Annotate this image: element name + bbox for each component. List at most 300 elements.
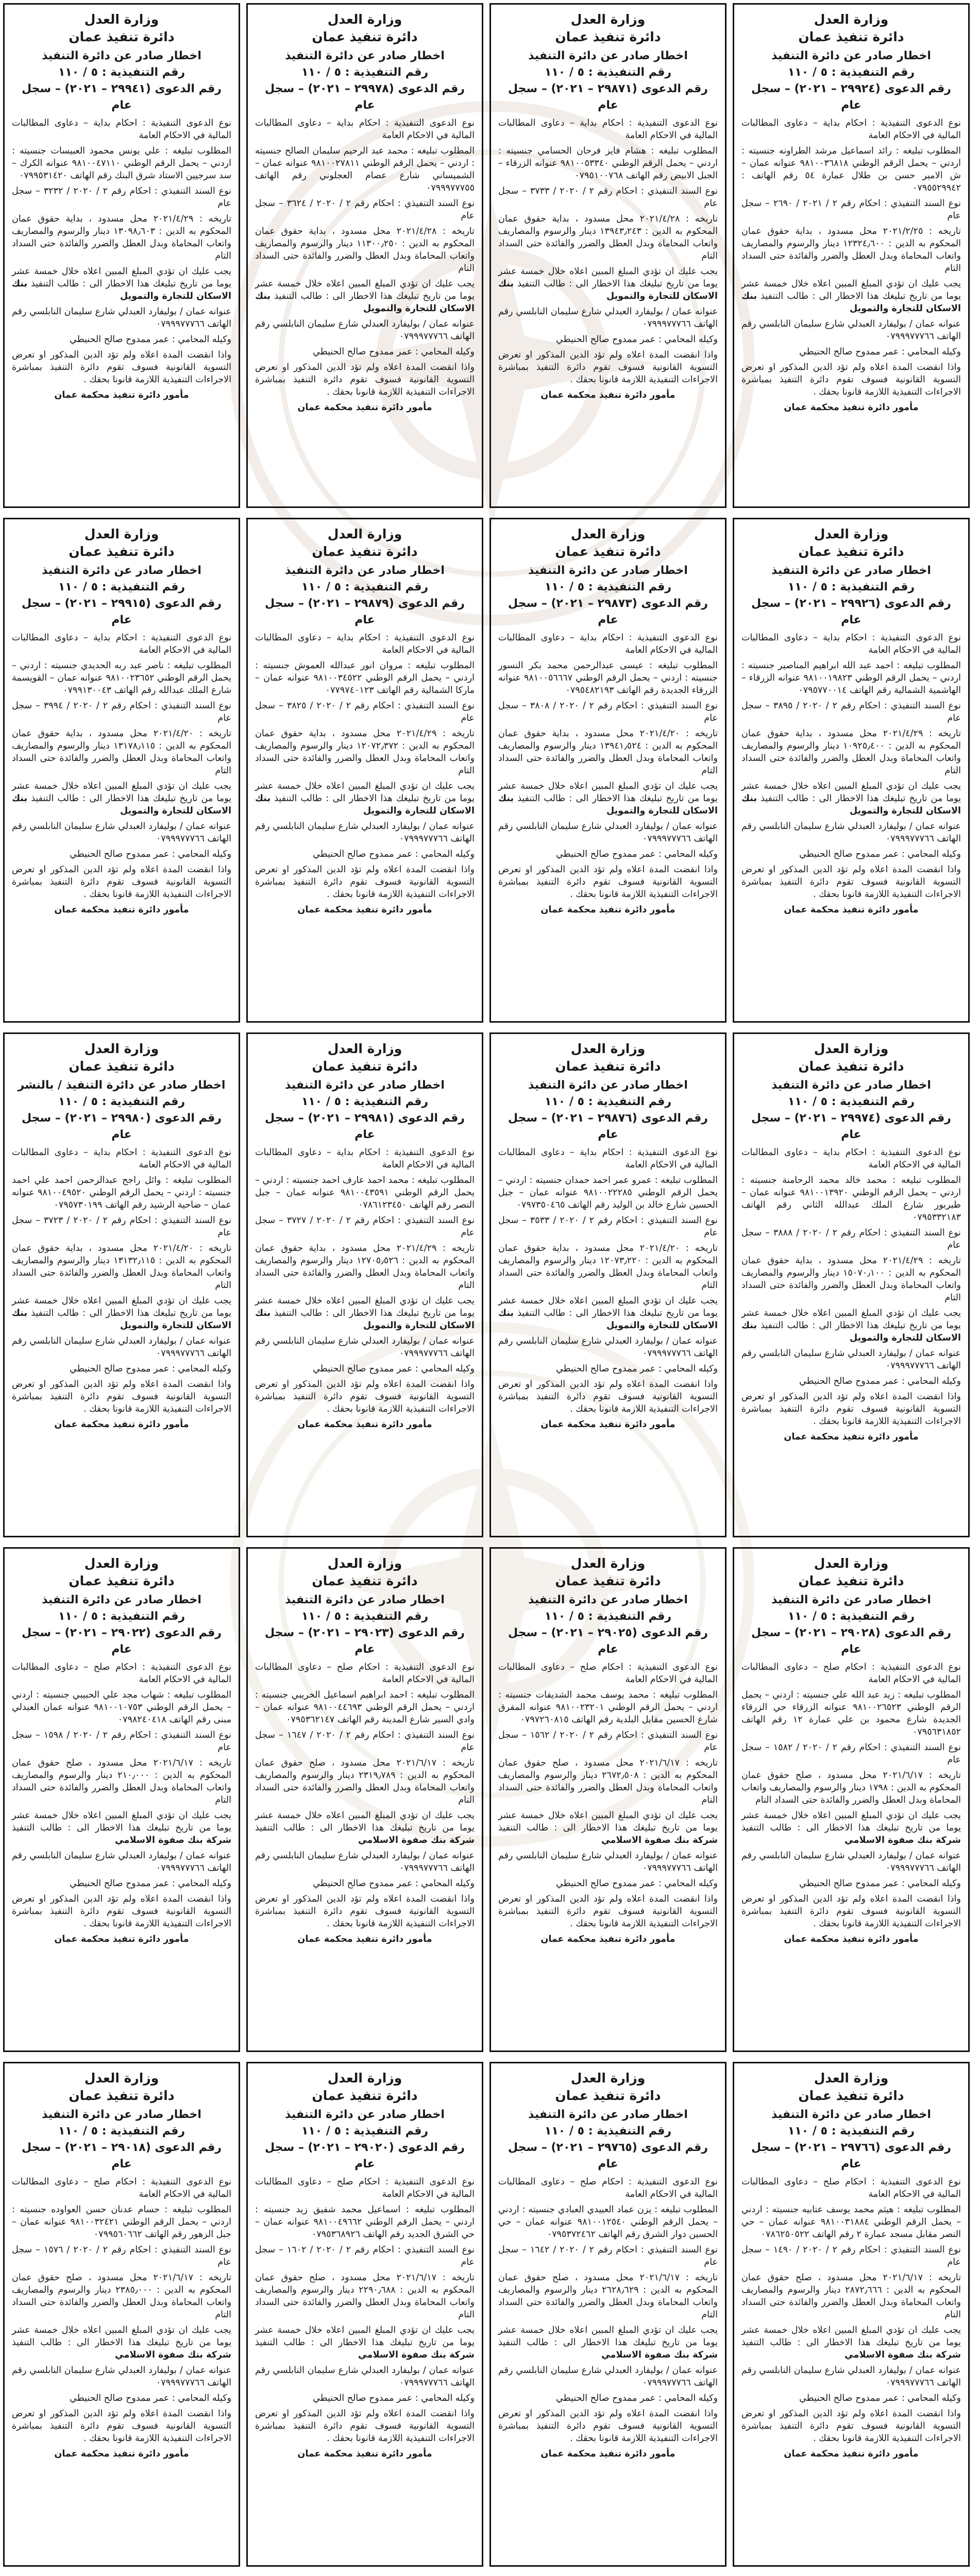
signature-line: مأمور دائرة تنفيذ محكمة عمان — [297, 402, 432, 413]
case-number: رقم الدعوى (٢٩٠٢٨ – ٢٠٢١) – سجل عام — [751, 1626, 951, 1656]
case-type: نوع الدعوى التنفيذية : احكام صلح – دعاوى المطالبات المالية في الاحكام العامة — [498, 2177, 718, 2199]
creditor-name: بنك الاسكان للتجارة والتمويل — [498, 279, 718, 301]
debtor-info: المطلوب تبليغه : يزن عماد العبيدي العبادي جنسيته : اردني – يحمل الرقم الوطني ٩٨١٠٠١٢٥٤٠ عنوانه عمان – حي الحسين دوار الشرق رقم الهاتف ٠٧٩٥٣٧٢٤٦٢ — [498, 2205, 718, 2240]
lawyer-name: وكيله المحامي : عمر ممدوح صالح الحنيطي — [70, 1364, 231, 1374]
closing-text: واذا انقضت المدة اعلاه ولم تؤد الدين المذكور او تعرض التسوية القانونية فسوف تقوم دائرة التنفيذ بمباشرة الاجراءات التنفيذية اللازمة قانونا بحقك . — [741, 865, 961, 900]
execution-ref: رقم التنفيذية : ٥ / ١١٠ — [58, 1095, 185, 1108]
closing-text: واذا انقضت المدة اعلاه ولم تؤد الدين المذكور او تعرض التسوية القانونية فسوف تقوم دائرة التنفيذ بمباشرة الاجراءات التنفيذية اللازمة قانونا بحقك . — [255, 2409, 475, 2444]
lawyer-name: وكيله المحامي : عمر ممدوح صالح الحنيطي — [556, 334, 718, 345]
creditor-name: بنك الاسكان للتجارة والتمويل — [255, 291, 475, 314]
payment-warning: يجب عليك ان تؤدي المبلغ المبين اعلاه خلال خمسة عشر يوما من تاريخ تبليغك هذا الاخطار الى : طالب التنفيذ شركة بنك صفوة الاسلامي — [498, 1810, 718, 1845]
court-notice — [3, 2062, 240, 2567]
signature-line: مأمور دائرة تنفيذ محكمة عمان — [540, 1934, 675, 1944]
ministry-name: وزارة العدل — [570, 2071, 646, 2086]
closing-text: واذا انقضت المدة اعلاه ولم تؤد الدين المذكور او تعرض التسوية القانونية فسوف تقوم دائرة التنفيذ بمباشرة الاجراءات التنفيذية اللازمة قانونا بحقك . — [12, 2409, 231, 2444]
court-notice — [733, 1032, 970, 1537]
case-number: رقم الدعوى (٢٩٠٢٠ – ٢٠٢١) – سجل عام — [265, 2141, 465, 2171]
debtor-info: المطلوب تبليغه : هيثم محمد يوسف عتابيه جنسيته : اردني – يحمل الرقم الوطني ٩٨١٠٠٣١٨٨٤ عنوانه عمان – حي النصر مقابل مسجد عمارة ٢ رقم الهاتف ٠٧٨٦٢٥٠٥٢٢ — [741, 2205, 961, 2240]
debtor-info: المطلوب تبليغه : زيد عبد الله علي جنسيته : اردني – يحمل الرقم الوطني ٩٨١٠٠٢٦٥٢٣ عنوانه الزرقاء حي الزرقاء الجديدة شارع محمود بن علي عمارة ١٢ رقم الهاتف ٠٧٩٥٦٣١٨٥٢ — [741, 1690, 961, 1737]
notice-title: اخطار صادر عن دائرة التنفيذ — [771, 1079, 931, 1092]
signature-line: مأمور دائرة تنفيذ محكمة عمان — [54, 905, 189, 915]
judgment-amount: تاريخه : ٢٠٢١/٦/١٧ محل مسدود ، صلح حقوق عمان المحكوم به الدين : ٢٣٨٥٫٠٠٠ دينار والرسوم والمصاريف واتعاب المحاماة وبدل العطل والضرر والفائدة حتى السداد التام — [12, 2273, 232, 2320]
lawyer-name: وكيله المحامي : عمر ممدوح صالح الحنيطي — [799, 347, 961, 357]
ministry-name: وزارة العدل — [814, 527, 889, 541]
department-name: دائرة تنفيذ عمان — [312, 1059, 418, 1074]
case-number: رقم الدعوى (٢٩٠٢٣ – ٢٠٢١) – سجل عام — [265, 1626, 465, 1656]
closing-text: واذا انقضت المدة اعلاه ولم تؤد الدين المذكور او تعرض التسوية القانونية فسوف تقوم دائرة التنفيذ بمباشرة الاجراءات التنفيذية اللازمة قانونا بحقك . — [741, 1894, 961, 1929]
payment-warning: يجب عليك ان تؤدي المبلغ المبين اعلاه خلال خمسة عشر يوما من تاريخ تبليغك هذا الاخطار الى : طالب التنفيذ بنك الاسكان للتجارة والتمويل — [741, 1308, 961, 1343]
lawyer-name: وكيله المحامي : عمر ممدوح صالح الحنيطي — [556, 1364, 718, 1374]
department-name: دائرة تنفيذ عمان — [69, 29, 175, 44]
court-notice — [733, 2062, 970, 2567]
execution-ref: رقم التنفيذية : ٥ / ١١٠ — [58, 1610, 185, 1623]
payment-warning: يجب عليك ان تؤدي المبلغ المبين اعلاه خلال خمسة عشر يوما من تاريخ تبليغك هذا الاخطار الى : طالب التنفيذ بنك الاسكان للتجارة والتمويل — [741, 279, 961, 314]
signature-line: مأمور دائرة تنفيذ محكمة عمان — [54, 390, 189, 400]
closing-text: واذا انقضت المدة اعلاه ولم تؤد الدين المذكور او تعرض التسوية القانونية فسوف تقوم دائرة التنفيذ بمباشرة الاجراءات التنفيذية اللازمة قانونا بحقك . — [12, 350, 231, 385]
execution-ref: رقم التنفيذية : ٥ / ١١٠ — [787, 66, 915, 79]
case-number: رقم الدعوى (٢٩٩٨١ – ٢٠٢١) – سجل عام — [265, 1112, 465, 1141]
executive-document: نوع السند التنفيذي : احكام رقم ٢ / ٢٠٢٠ / ٣٩٩٤ – سجل عام — [12, 701, 232, 723]
notice-title: اخطار صادر عن دائرة التنفيذ — [42, 49, 201, 62]
signature-line: مأمور دائرة تنفيذ محكمة عمان — [784, 905, 919, 915]
executive-document: نوع السند التنفيذي : احكام رقم ٢ / ٢٠٢٠ / ١٦٤٧ – سجل عام — [255, 1730, 475, 1753]
payment-warning: يجب عليك ان تؤدي المبلغ المبين اعلاه خلال خمسة عشر يوما من تاريخ تبليغك هذا الاخطار الى : طالب التنفيذ شركة بنك صفوة الاسلامي — [255, 1810, 475, 1845]
court-notice — [246, 1547, 483, 2052]
signature-line: مأمور دائرة تنفيذ محكمة عمان — [784, 402, 919, 413]
court-notice — [733, 1547, 970, 2052]
debtor-info: المطلوب تبليغه : محمد عبد الرحيم سليمان الصالح جنسيته : اردني – يحمل الرقم الوطني ٩٨١٠٠٢٧٨١١ عنوانه عمان – الشميساني شارع عصام العجلوني رقم الهاتف ٠٧٩٩٩٧٧٧٥٥ — [255, 146, 475, 193]
department-name: دائرة تنفيذ عمان — [69, 2088, 175, 2103]
payment-warning: يجب عليك ان تؤدي المبلغ المبين اعلاه خلال خمسة عشر يوما من تاريخ تبليغك هذا الاخطار الى : طالب التنفيذ بنك الاسكان للتجارة والتمويل — [12, 1296, 231, 1331]
creditor-name: بنك الاسكان للتجارة والتمويل — [12, 1308, 231, 1331]
ministry-name: وزارة العدل — [327, 2071, 402, 2086]
notice-title: اخطار صادر عن دائرة التنفيذ — [528, 1079, 688, 1092]
debtor-info: المطلوب تبليغه : اسماعيل محمد شفيق زيد جنسيته : اردني – يحمل الرقم الوطني ٩٨١٠٠٤٩٦٦٢ عنوانه عمان – حي الشرق الجديد رقم الهاتف ٠٧٩٥٣٦٨٩٢٦ — [255, 2205, 475, 2240]
ministry-name: وزارة العدل — [814, 2071, 889, 2086]
ministry-name: وزارة العدل — [84, 1556, 159, 1571]
closing-text: واذا انقضت المدة اعلاه ولم تؤد الدين المذكور او تعرض التسوية القانونية فسوف تقوم دائرة التنفيذ بمباشرة الاجراءات التنفيذية اللازمة قانونا بحقك . — [12, 1379, 231, 1414]
executive-document: نوع السند التنفيذي : احكام رقم ٢ / ٢٠٢٠ / ٣٨٠٨ – سجل عام — [498, 701, 718, 723]
case-number: رقم الدعوى (٢٩٩٨٠ – ٢٠٢١) – سجل عام — [22, 1112, 222, 1141]
creditor-address: عنوانه عمان / بوليفارد العبدلي شارع سليمان النابلسي رقم الهاتف ٠٧٩٩٩٧٧٧٦٦ — [255, 319, 475, 342]
lawyer-name: وكيله المحامي : عمر ممدوح صالح الحنيطي — [313, 1364, 475, 1374]
court-notice — [3, 3, 240, 508]
case-number: رقم الدعوى (٢٩٠٢٢ – ٢٠٢١) – سجل عام — [22, 1626, 222, 1656]
case-number: رقم الدعوى (٢٩٠١٨ – ٢٠٢١) – سجل عام — [22, 2141, 222, 2171]
lawyer-name: وكيله المحامي : عمر ممدوح صالح الحنيطي — [70, 334, 231, 345]
court-notice — [246, 2062, 483, 2567]
debtor-info: المطلوب تبليغه : احمد عبد الله ابراهيم المناصير جنسيته : اردني – يحمل الرقم الوطني ٩٨١٠٠١٩٨٢٣ عنوانه الزرقاء – الهاشمية الشمالية رقم الهاتف ٠٧٩٥٧٧٠٠١٤ — [741, 660, 961, 696]
debtor-info: المطلوب تبليغه : حسام عدنان حسن العواوده جنسيته : اردني – يحمل الرقم الوطني ٩٨١٠٠٣٢٤٢١ عنوانه عمان – جبل الزهور رقم الهاتف ٠٧٩٩٥٦٠٦٦٢ — [12, 2205, 231, 2240]
debtor-info: المطلوب تبليغه : مروان انور عبدالله العموش جنسيته : اردني – يحمل الرقم الوطني ٩٨١٠٠٣٤٥٢٢ عنوانه عمان – ماركا الشمالية رقم الهاتف ٠٧٧٩٧٤٠١٢٣ — [255, 660, 475, 696]
creditor-name: بنك الاسكان للتجارة والتمويل — [12, 793, 231, 816]
execution-ref: رقم التنفيذية : ٥ / ١١٠ — [301, 66, 429, 79]
creditor-name: بنك الاسكان للتجارة والتمويل — [741, 1320, 961, 1343]
execution-ref: رقم التنفيذية : ٥ / ١١٠ — [301, 581, 429, 594]
payment-warning: يجب عليك ان تؤدي المبلغ المبين اعلاه خلال خمسة عشر يوما من تاريخ تبليغك هذا الاخطار الى : طالب التنفيذ بنك الاسكان للتجارة والتمويل — [255, 279, 475, 314]
case-type: نوع الدعوى التنفيذية : احكام بداية – دعاوى المطالبات المالية في الاحكام العامة — [12, 1147, 231, 1170]
case-number: رقم الدعوى (٢٩٨٧١ – ٢٠٢١) – سجل عام — [508, 82, 708, 112]
judgment-amount: تاريخه : ٢٠٢١/٤/٢٩ محل مسدود ، بداية حقوق عمان المحكوم به الدين : ١٣٠٩٨٫٦٠٣ دينار والرسوم والمصاريف واتعاب المحاماة وبدل العطل والضرر والفائدة حتى السداد التام — [12, 214, 232, 261]
executive-document: نوع السند التنفيذي : احكام رقم ٢ / ٢٠٢٠ / ٣٦٢٤ – سجل عام — [255, 198, 475, 221]
creditor-address: عنوانه عمان / بوليفارد العبدلي شارع سليمان النابلسي رقم الهاتف ٠٧٩٩٩٧٧٧٦٦ — [741, 1348, 961, 1371]
department-name: دائرة تنفيذ عمان — [798, 29, 904, 44]
lawyer-name: وكيله المحامي : عمر ممدوح صالح الحنيطي — [799, 2393, 961, 2403]
debtor-info: المطلوب تبليغه : شهاب مجد علي الحبيبي جنسيته : اردني – يحمل الرقم الوطني ٩٨١٠٠١٠٧٥٣ عنوانه عمان العبدلي مبنى رقم الهاتف ٠٧٩٨٢٤٠٤١٨ — [12, 1690, 231, 1725]
case-number: رقم الدعوى (٢٩٩٧٤ – ٢٠٢١) – سجل عام — [751, 1112, 951, 1141]
execution-ref: رقم التنفيذية : ٥ / ١١٠ — [787, 1610, 915, 1623]
creditor-name: شركة بنك صفوة الاسلامي — [114, 2350, 231, 2360]
creditor-address: عنوانه عمان / بوليفارد العبدلي شارع سليمان النابلسي رقم الهاتف ٠٧٩٩٩٧٧٧٦٦ — [498, 1336, 718, 1359]
ministry-name: وزارة العدل — [84, 12, 159, 27]
closing-text: واذا انقضت المدة اعلاه ولم تؤد الدين المذكور او تعرض التسوية القانونية فسوف تقوم دائرة التنفيذ بمباشرة الاجراءات التنفيذية اللازمة قانونا بحقك . — [255, 865, 475, 900]
execution-ref: رقم التنفيذية : ٥ / ١١٠ — [544, 1610, 672, 1623]
debtor-info: المطلوب تبليغه : محمد يوسف محمد الشديفات جنسيته : اردني – يحمل الرقم الوطني ٩٨١٠٠٢٣٢٠١ عنوانه المفرق شارع الحسين مقابل البلدية رقم الهاتف ٠٧٩٧٢٦٠٨١٥ — [498, 1690, 718, 1725]
judgment-amount: تاريخه : ٢٠٢١/٦/١٧ محل مسدود ، صلح حقوق عمان المحكوم به الدين : ٢٢٩٠٫٦٨٨ دينار والرسوم والمصاريف واتعاب المحاماة وبدل العطل والضرر والفائدة حتى السداد التام — [255, 2273, 475, 2320]
judgment-amount: تاريخه : ٢٠٢١/٦/١٧ محل مسدود ، صلح حقوق عمان المحكوم به الدين : ٢٦٢٨٫٦٢٩ دينار والرسوم والمصاريف واتعاب المحاماة وبدل العطل والضرر والفائدة حتى السداد التام — [498, 2273, 718, 2320]
case-type: نوع الدعوى التنفيذية : احكام بداية – دعاوى المطالبات المالية في الاحكام العامة — [498, 633, 718, 655]
case-type: نوع الدعوى التنفيذية : احكام صلح – دعاوى المطالبات المالية في الاحكام العامة — [255, 2177, 475, 2199]
executive-document: نوع السند التنفيذي : احكام رقم ٢ / ٢٠٢٠ / ٣٨٢٥ – سجل عام — [255, 701, 475, 723]
creditor-name: شركة بنك صفوة الاسلامي — [358, 2350, 475, 2360]
case-number: رقم الدعوى (٢٩٩٢٤ – ٢٠٢١) – سجل عام — [751, 82, 951, 112]
signature-line: مأمور دائرة تنفيذ محكمة عمان — [54, 1934, 189, 1944]
closing-text: واذا انقضت المدة اعلاه ولم تؤد الدين المذكور او تعرض التسوية القانونية فسوف تقوم دائرة التنفيذ بمباشرة الاجراءات التنفيذية اللازمة قانونا بحقك . — [498, 865, 718, 900]
debtor-info: المطلوب تبليغه : هشام فايز فرحان الحسامي جنسيته : اردني – يحمل الرقم الوطني ٩٨١٠٠٥٣٣٤٠ عنوانه الزرقاء – الجبل الابيض رقم الهاتف ٠٧٩٥١٠٠٧٦٨ — [498, 146, 718, 181]
case-number: رقم الدعوى (٢٩٩٤١ – ٢٠٢١) – سجل عام — [22, 82, 222, 112]
creditor-address: عنوانه عمان / بوليفارد العبدلي شارع سليمان النابلسي رقم الهاتف ٠٧٩٩٩٧٧٧٦٦ — [741, 821, 961, 844]
ministry-name: وزارة العدل — [570, 1556, 646, 1571]
creditor-address: عنوانه عمان / بوليفارد العبدلي شارع سليمان النابلسي رقم الهاتف ٠٧٩٩٩٧٧٧٦٦ — [498, 1851, 718, 1873]
debtor-info: المطلوب تبليغه : عمرو عمر احمد حمدان جنسيته : اردني – يحمل الرقم الوطني ٩٨١٠٠٢٢٢٨٥ عنوانه عمان – جبل الحسين شارع خالد بن الوليد رقم الهاتف ٠٧٩٧٣٥٠٤٦٥ — [498, 1175, 718, 1210]
judgment-amount: تاريخه : ٢٠٢١/٤/٢٩ محل مسدود ، بداية حقوق عمان المحكوم به الدين : ١٢٠٧٢٫٣٧٢ دينار والرسوم والمصاريف واتعاب المحاماة وبدل العطل والضرر والفائدة حتى السداد التام — [255, 728, 475, 776]
ministry-name: وزارة العدل — [327, 1556, 402, 1571]
case-type: نوع الدعوى التنفيذية : احكام بداية – دعاوى المطالبات المالية في الاحكام العامة — [12, 118, 231, 141]
lawyer-name: وكيله المحامي : عمر ممدوح صالح الحنيطي — [313, 2393, 475, 2403]
creditor-name: بنك الاسكان للتجارة والتمويل — [741, 793, 961, 816]
signature-line: مأمور دائرة تنفيذ محكمة عمان — [540, 905, 675, 915]
closing-text: واذا انقضت المدة اعلاه ولم تؤد الدين المذكور او تعرض التسوية القانونية فسوف تقوم دائرة التنفيذ بمباشرة الاجراءات التنفيذية اللازمة قانونا بحقك . — [498, 2409, 718, 2444]
notice-title: اخطار صادر عن دائرة التنفيذ — [42, 564, 201, 577]
creditor-address: عنوانه عمان / بوليفارد العبدلي شارع سليمان النابلسي رقم الهاتف ٠٧٩٩٩٧٧٧٦٦ — [498, 2365, 718, 2388]
judgment-amount: تاريخه : ٢٠٢١/٤/٢٠ محل مسدود ، بداية حقوق عمان المحكوم به الدين : ١٣٩٤١٫٥٢٤ دينار والرسوم والمصاريف واتعاب المحاماة وبدل العطل والضرر والفائدة حتى السداد التام — [498, 728, 718, 776]
debtor-info: المطلوب تبليغه : احمد ابراهيم اسماعيل الخريبي جنسيته : اردني – يحمل الرقم الوطني ٩٨١٠٠٤٤٦٩٣ عنوانه عمان – وادي السير شارع المدينة رقم الهاتف ٠٧٩٥٣٦٢١٤٧ — [255, 1690, 475, 1725]
executive-document: نوع السند التنفيذي : احكام رقم ٢ / ٢٠٢٠ / ١٥٩٨ – سجل عام — [12, 1730, 232, 1753]
execution-ref: رقم التنفيذية : ٥ / ١١٠ — [544, 66, 672, 79]
signature-line: مأمور دائرة تنفيذ محكمة عمان — [540, 390, 675, 400]
ministry-name: وزارة العدل — [814, 12, 889, 27]
execution-ref: رقم التنفيذية : ٥ / ١١٠ — [544, 1095, 672, 1108]
lawyer-name: وكيله المحامي : عمر ممدوح صالح الحنيطي — [799, 1376, 961, 1386]
debtor-info: المطلوب تبليغه : عيسى عبدالرحمن محمد بكر النسور جنسيته : اردني – يحمل الرقم الوطني ٩٨١٠٠٥٦٦٦٧ عنوانه الزرقاء الجديدة رقم الهاتف ٠٧٩٥٤٨٢١٩٣ — [498, 660, 718, 696]
signature-line: مأمور دائرة تنفيذ محكمة عمان — [54, 1419, 189, 1430]
lawyer-name: وكيله المحامي : عمر ممدوح صالح الحنيطي — [799, 849, 961, 859]
notice-title: اخطار صادر عن دائرة التنفيذ — [528, 564, 688, 577]
signature-line: مأمور دائرة تنفيذ محكمة عمان — [540, 2449, 675, 2459]
case-type: نوع الدعوى التنفيذية : احكام صلح – دعاوى المطالبات المالية في الاحكام العامة — [741, 1662, 961, 1685]
court-notice — [246, 1032, 483, 1537]
court-notice — [489, 1032, 726, 1537]
payment-warning: يجب عليك ان تؤدي المبلغ المبين اعلاه خلال خمسة عشر يوما من تاريخ تبليغك هذا الاخطار الى : طالب التنفيذ بنك الاسكان للتجارة والتمويل — [498, 266, 718, 301]
judgment-amount: تاريخه : ٢٠٢١/٦/١٧ محل مسدود ، صلح حقوق عمان المحكوم به الدين : ٢١٠٫٠٠٠ دينار والرسوم والمصاريف واتعاب المحاماة وبدل العطل والضرر والفائدة حتى السداد التام — [12, 1758, 231, 1805]
court-notice — [489, 1547, 726, 2052]
payment-warning: يجب عليك ان تؤدي المبلغ المبين اعلاه خلال خمسة عشر يوما من تاريخ تبليغك هذا الاخطار الى : طالب التنفيذ بنك الاسكان للتجارة والتمويل — [12, 266, 231, 301]
creditor-address: عنوانه عمان / بوليفارد العبدلي شارع سليمان النابلسي رقم الهاتف ٠٧٩٩٩٧٧٧٦٦ — [498, 821, 718, 844]
ministry-name: وزارة العدل — [814, 1041, 889, 1056]
judgment-amount: تاريخه : ٢٠٢١/٦/١٧ محل مسدود ، صلح حقوق عمان المحكوم به الدين : ١٧٩٨ دينار والرسوم والمصاريف واتعاب المحاماة وبدل العطل والضرر والفائدة حتى السداد التام — [741, 1770, 961, 1805]
execution-ref: رقم التنفيذية : ٥ / ١١٠ — [544, 2125, 672, 2138]
case-type: نوع الدعوى التنفيذية : احكام صلح – دعاوى المطالبات المالية في الاحكام العامة — [12, 2177, 231, 2199]
executive-document: نوع السند التنفيذي : احكام رقم ٢ / ٢٠٢٠ / ٣٧٢٧ – سجل عام — [255, 1215, 475, 1238]
closing-text: واذا انقضت المدة اعلاه ولم تؤد الدين المذكور او تعرض التسوية القانونية فسوف تقوم دائرة التنفيذ بمباشرة الاجراءات التنفيذية اللازمة قانونا بحقك . — [741, 362, 961, 397]
execution-ref: رقم التنفيذية : ٥ / ١١٠ — [301, 1610, 429, 1623]
lawyer-name: وكيله المحامي : عمر ممدوح صالح الحنيطي — [313, 849, 475, 859]
closing-text: واذا انقضت المدة اعلاه ولم تؤد الدين المذكور او تعرض التسوية القانونية فسوف تقوم دائرة التنفيذ بمباشرة الاجراءات التنفيذية اللازمة قانونا بحقك . — [255, 1894, 475, 1929]
department-name: دائرة تنفيذ عمان — [555, 544, 661, 559]
judgment-amount: تاريخه : ٢٠٢١/٦/١٧ محل مسدود ، صلح حقوق عمان المحكوم به الدين : ٢٨٧٢٫٦٦٦ دينار والرسوم والمصاريف واتعاب المحاماة وبدل العطل والضرر والفائدة حتى السداد التام — [741, 2273, 961, 2320]
case-type: نوع الدعوى التنفيذية : احكام صلح – دعاوى المطالبات المالية في الاحكام العامة — [12, 1662, 231, 1685]
notice-title: اخطار صادر عن دائرة التنفيذ — [528, 1594, 688, 1606]
case-number: رقم الدعوى (٢٩٩٧٨ – ٢٠٢١) – سجل عام — [265, 82, 465, 112]
creditor-name: شركة بنك صفوة الاسلامي — [844, 1835, 961, 1845]
notice-title: اخطار صادر عن دائرة التنفيذ — [285, 1079, 445, 1092]
department-name: دائرة تنفيذ عمان — [555, 1573, 661, 1588]
payment-warning: يجب عليك ان تؤدي المبلغ المبين اعلاه خلال خمسة عشر يوما من تاريخ تبليغك هذا الاخطار الى : طالب التنفيذ شركة بنك صفوة الاسلامي — [12, 2325, 231, 2360]
creditor-address: عنوانه عمان / بوليفارد العبدلي شارع سليمان النابلسي رقم الهاتف ٠٧٩٩٩٧٧٧٦٦ — [741, 319, 961, 342]
executive-document: نوع السند التنفيذي : احكام رقم ٢ / ٢٠٢٠ / ٣٨٨٨ – سجل عام — [741, 1228, 961, 1250]
department-name: دائرة تنفيذ عمان — [798, 2088, 904, 2103]
execution-ref: رقم التنفيذية : ٥ / ١١٠ — [58, 581, 185, 594]
judgment-amount: تاريخه : ٢٠٢١/٤/٢٠ محل مسدود ، بداية حقوق عمان المحكوم به الدين : ١٣١٣٢٫١١٥ دينار والرسوم والمصاريف واتعاب المحاماة وبدل العطل والضرر والفائدة حتى السداد التام — [12, 1243, 232, 1291]
executive-document: نوع السند التنفيذي : احكام رقم ٢ / ٢٠٢٠ / ١٥٨٢ – سجل عام — [741, 1742, 961, 1765]
creditor-address: عنوانه عمان / بوليفارد العبدلي شارع سليمان النابلسي رقم الهاتف ٠٧٩٩٩٧٧٧٦٦ — [255, 2365, 475, 2388]
judgment-amount: تاريخه : ٢٠٢١/٤/٢٩ محل مسدود ، بداية حقوق عمان المحكوم به الدين : ١٥٠٧٠٫١٠٠ دينار والرسوم والمصاريف واتعاب المحاماة وبدل العطل والضرر والفائدة حتى السداد التام — [741, 1256, 961, 1303]
court-notice — [489, 518, 726, 1023]
payment-warning: يجب عليك ان تؤدي المبلغ المبين اعلاه خلال خمسة عشر يوما من تاريخ تبليغك هذا الاخطار الى : طالب التنفيذ بنك الاسكان للتجارة والتمويل — [498, 781, 718, 816]
court-notice — [733, 518, 970, 1023]
judgment-amount: تاريخه : ٢٠٢١/٢/٢٥ محل مسدود ، بداية حقوق عمان المحكوم به الدين : ١٢٣٢٤٫٦٠٠ دينار والرسوم والمصاريف واتعاب المحاماة وبدل العطل والضرر والفائدة حتى السداد التام — [741, 226, 961, 274]
notice-title: اخطار صادر عن دائرة التنفيذ — [771, 564, 931, 577]
court-notice — [3, 1032, 240, 1537]
notice-title: اخطار صادر عن دائرة التنفيذ — [528, 2108, 688, 2121]
execution-ref: رقم التنفيذية : ٥ / ١١٠ — [787, 1095, 915, 1108]
judgment-amount: تاريخه : ٢٠٢١/٤/٢٠ محل مسدود ، بداية حقوق عمان المحكوم به الدين : ١٣١٧٨٫١١٥ دينار والرسوم والمصاريف واتعاب المحاماة وبدل العطل والضرر والفائدة حتى السداد التام — [12, 728, 232, 776]
ministry-name: وزارة العدل — [84, 2071, 159, 2086]
closing-text: واذا انقضت المدة اعلاه ولم تؤد الدين المذكور او تعرض التسوية القانونية فسوف تقوم دائرة التنفيذ بمباشرة الاجراءات التنفيذية اللازمة قانونا بحقك . — [498, 1379, 718, 1414]
notice-title: اخطار صادر عن دائرة التنفيذ — [528, 49, 688, 62]
creditor-name: بنك الاسكان للتجارة والتمويل — [741, 291, 961, 314]
judgment-amount: تاريخه : ٢٠٢١/٤/٢٩ محل مسدود ، بداية حقوق عمان المحكوم به الدين : ١٢٧٠٥٫٥٢٦ دينار والرسوم والمصاريف واتعاب المحاماة وبدل العطل والضرر والفائدة حتى السداد التام — [255, 1243, 475, 1291]
executive-document: نوع السند التنفيذي : احكام رقم ٢ / ٢٠٢١ / ٢٦٩٠ – سجل عام — [741, 198, 961, 221]
closing-text: واذا انقضت المدة اعلاه ولم تؤد الدين المذكور او تعرض التسوية القانونية فسوف تقوم دائرة التنفيذ بمباشرة الاجراءات التنفيذية اللازمة قانونا بحقك . — [498, 350, 718, 385]
executive-document: نوع السند التنفيذي : احكام رقم ٢ / ٢٠٢٠ / ١٥٧٦ – سجل عام — [12, 2245, 232, 2267]
creditor-address: عنوانه عمان / بوليفارد العبدلي شارع سليمان النابلسي رقم الهاتف ٠٧٩٩٩٧٧٧٦٦ — [12, 821, 231, 844]
signature-line: مأمور دائرة تنفيذ محكمة عمان — [297, 1419, 432, 1430]
execution-ref: رقم التنفيذية : ٥ / ١١٠ — [58, 2125, 185, 2138]
closing-text: واذا انقضت المدة اعلاه ولم تؤد الدين المذكور او تعرض التسوية القانونية فسوف تقوم دائرة التنفيذ بمباشرة الاجراءات التنفيذية اللازمة قانونا بحقك . — [741, 2409, 961, 2444]
payment-warning: يجب عليك ان تؤدي المبلغ المبين اعلاه خلال خمسة عشر يوما من تاريخ تبليغك هذا الاخطار الى : طالب التنفيذ بنك الاسكان للتجارة والتمويل — [255, 781, 475, 816]
debtor-info: المطلوب تبليغه : رائد اسماعيل مرشد الطراونه جنسيته : اردني – يحمل الرقم الوطني ٩٨١٠٠٣٦٨١٨ عنوانه عمان – ش الامير حسن بن طلال عمارة ٥٤ رقم الهاتف : ٠٧٩٥٥٢٩٩٤٢ — [741, 146, 961, 193]
executive-document: نوع السند التنفيذي : احكام رقم ٢ / ٢٠٢٠ / ٣٥٣٣ – سجل عام — [498, 1215, 718, 1238]
debtor-info: المطلوب تبليغه : ناصر عبد ربه الحديدي جنسيته : اردني – يحمل الرقم الوطني ٩٨١٠٠٢٣٦٥٢ عنوانه عمان – القويسمة شارع الملك عبدالله رقم الهاتف ٠٧٩٩١٣٠٠٤٣ — [12, 660, 231, 696]
lawyer-name: وكيله المحامي : عمر ممدوح صالح الحنيطي — [313, 347, 475, 357]
judgment-amount: تاريخه : ٢٠٢١/٦/١٧ محل مسدود ، صلح حقوق عمان المحكوم به الدين : ٢٣١٩٫٧٨٩ دينار والرسوم والمصاريف واتعاب المحاماة وبدل العطل والضرر والفائدة حتى السداد التام — [255, 1758, 475, 1805]
creditor-name: شركة بنك صفوة الاسلامي — [844, 2350, 961, 2360]
ministry-name: وزارة العدل — [570, 527, 646, 541]
payment-warning: يجب عليك ان تؤدي المبلغ المبين اعلاه خلال خمسة عشر يوما من تاريخ تبليغك هذا الاخطار الى : طالب التنفيذ بنك الاسكان للتجارة والتمويل — [12, 781, 231, 816]
case-number: رقم الدعوى (٢٩٨٧٦ – ٢٠٢١) – سجل عام — [508, 1112, 708, 1141]
case-number: رقم الدعوى (٢٩٧٦٥ – ٢٠٢١) – سجل عام — [508, 2141, 708, 2171]
ministry-name: وزارة العدل — [327, 527, 402, 541]
creditor-address: عنوانه عمان / بوليفارد العبدلي شارع سليمان النابلسي رقم الهاتف ٠٧٩٩٩٧٧٧٦٦ — [12, 307, 231, 329]
judgment-amount: تاريخه : ٢٠٢١/٤/٢٨ محل مسدود ، بداية حقوق عمان المحكوم به الدين : ١٣٩٤٣٫٢٤٣ دينار والرسوم والمصاريف واتعاب المحاماة وبدل العطل والضرر والفائدة حتى السداد التام — [498, 214, 718, 261]
execution-ref: رقم التنفيذية : ٥ / ١١٠ — [58, 66, 185, 79]
case-number: رقم الدعوى (٢٩٠٢٥ – ٢٠٢١) – سجل عام — [508, 1626, 708, 1656]
case-number: رقم الدعوى (٢٩٧٦٦ – ٢٠٢١) – سجل عام — [751, 2141, 951, 2171]
execution-ref: رقم التنفيذية : ٥ / ١١٠ — [301, 2125, 429, 2138]
creditor-name: شركة بنك صفوة الاسلامي — [358, 1835, 475, 1845]
department-name: دائرة تنفيذ عمان — [69, 1059, 175, 1074]
department-name: دائرة تنفيذ عمان — [555, 29, 661, 44]
lawyer-name: وكيله المحامي : عمر ممدوح صالح الحنيطي — [70, 849, 231, 859]
closing-text: واذا انقضت المدة اعلاه ولم تؤد الدين المذكور او تعرض التسوية القانونية فسوف تقوم دائرة التنفيذ بمباشرة الاجراءات التنفيذية اللازمة قانونا بحقك . — [498, 1894, 718, 1929]
ministry-name: وزارة العدل — [84, 1041, 159, 1056]
ministry-name: وزارة العدل — [327, 1041, 402, 1056]
executive-document: نوع السند التنفيذي : احكام رقم ٢ / ٢٠٢٠ / ١٦٠٢ – سجل عام — [255, 2245, 475, 2267]
executive-document: نوع السند التنفيذي : احكام رقم ٢ / ٢٠٢٠ / ٣٧٢٣ – سجل عام — [12, 1215, 232, 1238]
payment-warning: يجب عليك ان تؤدي المبلغ المبين اعلاه خلال خمسة عشر يوما من تاريخ تبليغك هذا الاخطار الى : طالب التنفيذ بنك الاسكان للتجارة والتمويل — [255, 1296, 475, 1331]
execution-ref: رقم التنفيذية : ٥ / ١١٠ — [544, 581, 672, 594]
notice-title: اخطار صادر عن دائرة التنفيذ — [285, 49, 445, 62]
notice-title: اخطار صادر عن دائرة التنفيذ / بالنشر — [18, 1079, 226, 1092]
creditor-address: عنوانه عمان / بوليفارد العبدلي شارع سليمان النابلسي رقم الهاتف ٠٧٩٩٩٧٧٧٦٦ — [12, 1851, 231, 1873]
case-type: نوع الدعوى التنفيذية : احكام بداية – دعاوى المطالبات المالية في الاحكام العامة — [741, 1147, 961, 1170]
department-name: دائرة تنفيذ عمان — [555, 2088, 661, 2103]
case-type: نوع الدعوى التنفيذية : احكام بداية – دعاوى المطالبات المالية في الاحكام العامة — [255, 118, 475, 141]
court-notice — [3, 518, 240, 1023]
lawyer-name: وكيله المحامي : عمر ممدوح صالح الحنيطي — [70, 1878, 231, 1889]
lawyer-name: وكيله المحامي : عمر ممدوح صالح الحنيطي — [556, 2393, 718, 2403]
creditor-address: عنوانه عمان / بوليفارد العبدلي شارع سليمان النابلسي رقم الهاتف ٠٧٩٩٩٧٧٧٦٦ — [255, 1336, 475, 1359]
lawyer-name: وكيله المحامي : عمر ممدوح صالح الحنيطي — [70, 2393, 231, 2403]
closing-text: واذا انقضت المدة اعلاه ولم تؤد الدين المذكور او تعرض التسوية القانونية فسوف تقوم دائرة التنفيذ بمباشرة الاجراءات التنفيذية اللازمة قانونا بحقك . — [12, 1894, 231, 1929]
department-name: دائرة تنفيذ عمان — [69, 544, 175, 559]
case-type: نوع الدعوى التنفيذية : احكام بداية – دعاوى المطالبات المالية في الاحكام العامة — [498, 118, 718, 141]
closing-text: واذا انقضت المدة اعلاه ولم تؤد الدين المذكور او تعرض التسوية القانونية فسوف تقوم دائرة التنفيذ بمباشرة الاجراءات التنفيذية اللازمة قانونا بحقك . — [255, 1379, 475, 1414]
case-type: نوع الدعوى التنفيذية : احكام بداية – دعاوى المطالبات المالية في الاحكام العامة — [498, 1147, 718, 1170]
signature-line: مأمور دائرة تنفيذ محكمة عمان — [784, 1432, 919, 1442]
judgment-amount: تاريخه : ٢٠٢١/٤/٢٠ محل مسدود ، بداية حقوق عمان المحكوم به الدين : ١٢٠٧٣٫٢٢٠ دينار والرسوم والمصاريف واتعاب المحاماة وبدل العطل والضرر والفائدة حتى السداد التام — [498, 1243, 718, 1291]
signature-line: مأمور دائرة تنفيذ محكمة عمان — [540, 1419, 675, 1430]
creditor-address: عنوانه عمان / بوليفارد العبدلي شارع سليمان النابلسي رقم الهاتف ٠٧٩٩٩٧٧٧٦٦ — [12, 1336, 231, 1359]
creditor-address: عنوانه عمان / بوليفارد العبدلي شارع سليمان النابلسي رقم الهاتف ٠٧٩٩٩٧٧٧٦٦ — [741, 2365, 961, 2388]
department-name: دائرة تنفيذ عمان — [312, 2088, 418, 2103]
case-type: نوع الدعوى التنفيذية : احكام صلح – دعاوى المطالبات المالية في الاحكام العامة — [741, 2177, 961, 2199]
court-notice — [489, 3, 726, 508]
notice-title: اخطار صادر عن دائرة التنفيذ — [42, 2108, 201, 2121]
ministry-name: وزارة العدل — [327, 12, 402, 27]
notice-title: اخطار صادر عن دائرة التنفيذ — [771, 49, 931, 62]
lawyer-name: وكيله المحامي : عمر ممدوح صالح الحنيطي — [313, 1878, 475, 1889]
debtor-info: المطلوب تبليغه : وائل راجح عبدالرحمن احمد علي احمد جنسيته : اردني – يحمل الرقم الوطني ٩٨١٠٠٤٩٥٢٠ عنوانه عمان – ضاحية الرشيد رقم الهاتف ٠٧٩٥٧٣٠١٩٩ — [12, 1175, 231, 1210]
executive-document: نوع السند التنفيذي : احكام رقم ٢ / ٢٠٢٠ / ١٦٤٢ – سجل عام — [498, 2245, 718, 2267]
case-type: نوع الدعوى التنفيذية : احكام بداية – دعاوى المطالبات المالية في الاحكام العامة — [255, 1147, 475, 1170]
judgment-amount: تاريخه : ٢٠٢١/٦/١٧ محل مسدود ، صلح حقوق عمان المحكوم به الدين : ٢٦٧٢٫٥٠٨ دينار والرسوم والمصاريف واتعاب المحاماة وبدل العطل والضرر والفائدة حتى السداد التام — [498, 1758, 718, 1805]
creditor-name: بنك الاسكان للتجارة والتمويل — [498, 793, 718, 816]
notices-grid — [3, 3, 970, 2576]
debtor-info: المطلوب تبليغه : علي يونس محمود العبيسات جنسيته : اردني – يحمل الرقم الوطني ٩٨١٠٠٤٧١١٠ عنوانه الكرك – سد سرجيين الاستاد شرق البنك رقم الهاتف ٠٧٩٩٥٣١٤٢٠ — [12, 146, 231, 181]
department-name: دائرة تنفيذ عمان — [798, 1573, 904, 1588]
ministry-name: وزارة العدل — [814, 1556, 889, 1571]
signature-line: مأمور دائرة تنفيذ محكمة عمان — [54, 2449, 189, 2459]
court-notice — [246, 3, 483, 508]
creditor-name: شركة بنك صفوة الاسلامي — [601, 1835, 718, 1845]
case-type: نوع الدعوى التنفيذية : احكام بداية – دعاوى المطالبات المالية في الاحكام العامة — [741, 633, 961, 655]
payment-warning: يجب عليك ان تؤدي المبلغ المبين اعلاه خلال خمسة عشر يوما من تاريخ تبليغك هذا الاخطار الى : طالب التنفيذ بنك الاسكان للتجارة والتمويل — [741, 781, 961, 816]
department-name: دائرة تنفيذ عمان — [312, 544, 418, 559]
case-number: رقم الدعوى (٢٩٩٢٦ – ٢٠٢١) – سجل عام — [751, 597, 951, 626]
notice-title: اخطار صادر عن دائرة التنفيذ — [771, 1594, 931, 1606]
creditor-address: عنوانه عمان / بوليفارد العبدلي شارع سليمان النابلسي رقم الهاتف ٠٧٩٩٩٧٧٧٦٦ — [255, 821, 475, 844]
department-name: دائرة تنفيذ عمان — [312, 29, 418, 44]
department-name: دائرة تنفيذ عمان — [312, 1573, 418, 1588]
payment-warning: يجب عليك ان تؤدي المبلغ المبين اعلاه خلال خمسة عشر يوما من تاريخ تبليغك هذا الاخطار الى : طالب التنفيذ شركة بنك صفوة الاسلامي — [255, 2325, 475, 2360]
debtor-info: المطلوب تبليغه : محمد خالد محمد الرحامنة جنسيته : اردني – يحمل الرقم الوطني ٩٨١٠٠١٣٩٢٠ عنوانه عمان – طبربور شارع الملك عبدالله الثاني رقم الهاتف ٠٧٩٥٣٣٢١٨٣ — [741, 1175, 961, 1223]
payment-warning: يجب عليك ان تؤدي المبلغ المبين اعلاه خلال خمسة عشر يوما من تاريخ تبليغك هذا الاخطار الى : طالب التنفيذ بنك الاسكان للتجارة والتمويل — [498, 1296, 718, 1331]
ministry-name: وزارة العدل — [570, 1041, 646, 1056]
execution-ref: رقم التنفيذية : ٥ / ١١٠ — [301, 1095, 429, 1108]
signature-line: مأمور دائرة تنفيذ محكمة عمان — [784, 1934, 919, 1944]
department-name: دائرة تنفيذ عمان — [798, 544, 904, 559]
court-notice — [733, 3, 970, 508]
ministry-name: وزارة العدل — [84, 527, 159, 541]
case-type: نوع الدعوى التنفيذية : احكام صلح – دعاوى المطالبات المالية في الاحكام العامة — [255, 1662, 475, 1685]
executive-document: نوع السند التنفيذي : احكام رقم ٢ / ٢٠٢٠ / ٣٨٩٥ – سجل عام — [741, 701, 961, 723]
payment-warning: يجب عليك ان تؤدي المبلغ المبين اعلاه خلال خمسة عشر يوما من تاريخ تبليغك هذا الاخطار الى : طالب التنفيذ شركة بنك صفوة الاسلامي — [741, 1810, 961, 1845]
case-number: رقم الدعوى (٢٩٨٧٩ – ٢٠٢١) – سجل عام — [265, 597, 465, 626]
department-name: دائرة تنفيذ عمان — [798, 1059, 904, 1074]
creditor-address: عنوانه عمان / بوليفارد العبدلي شارع سليمان النابلسي رقم الهاتف ٠٧٩٩٩٧٧٧٦٦ — [255, 1851, 475, 1873]
creditor-name: بنك الاسكان للتجارة والتمويل — [498, 1308, 718, 1331]
case-type: نوع الدعوى التنفيذية : احكام صلح – دعاوى المطالبات المالية في الاحكام العامة — [498, 1662, 718, 1685]
creditor-name: شركة بنك صفوة الاسلامي — [114, 1835, 231, 1845]
closing-text: واذا انقضت المدة اعلاه ولم تؤد الدين المذكور او تعرض التسوية القانونية فسوف تقوم دائرة التنفيذ بمباشرة الاجراءات التنفيذية اللازمة قانونا بحقك . — [12, 865, 231, 900]
executive-document: نوع السند التنفيذي : احكام رقم ٢ / ٢٠٢٠ / ٣٢٣٢ – سجل عام — [12, 186, 232, 209]
creditor-address: عنوانه عمان / بوليفارد العبدلي شارع سليمان النابلسي رقم الهاتف ٠٧٩٩٩٧٧٧٦٦ — [498, 307, 718, 329]
notice-title: اخطار صادر عن دائرة التنفيذ — [285, 2108, 445, 2121]
court-notice — [246, 518, 483, 1023]
creditor-name: بنك الاسكان للتجارة والتمويل — [255, 793, 475, 816]
case-number: رقم الدعوى (٢٩٩١٥ – ٢٠٢١) – سجل عام — [22, 597, 222, 626]
payment-warning: يجب عليك ان تؤدي المبلغ المبين اعلاه خلال خمسة عشر يوما من تاريخ تبليغك هذا الاخطار الى : طالب التنفيذ شركة بنك صفوة الاسلامي — [498, 2325, 718, 2360]
signature-line: مأمور دائرة تنفيذ محكمة عمان — [297, 2449, 432, 2459]
lawyer-name: وكيله المحامي : عمر ممدوح صالح الحنيطي — [556, 1878, 718, 1889]
judgment-amount: تاريخه : ٢٠٢١/٤/٢٩ محل مسدود ، بداية حقوق عمان المحكوم به الدين : ١٠٩٢٥٫٤٠٠ دينار والرسوم والمصاريف واتعاب المحاماة وبدل العطل والضرر والفائدة حتى السداد التام — [741, 728, 961, 776]
closing-text: واذا انقضت المدة اعلاه ولم تؤد الدين المذكور او تعرض التسوية القانونية فسوف تقوم دائرة التنفيذ بمباشرة الاجراءات التنفيذية اللازمة قانونا بحقك . — [741, 1392, 961, 1427]
case-type: نوع الدعوى التنفيذية : احكام بداية – دعاوى المطالبات المالية في الاحكام العامة — [741, 118, 961, 141]
lawyer-name: وكيله المحامي : عمر ممدوح صالح الحنيطي — [799, 1878, 961, 1889]
notice-title: اخطار صادر عن دائرة التنفيذ — [42, 1594, 201, 1606]
lawyer-name: وكيله المحامي : عمر ممدوح صالح الحنيطي — [556, 849, 718, 859]
executive-document: نوع السند التنفيذي : احكام رقم ٢ / ٢٠٢٠ / ١٥٦٢ – سجل عام — [498, 1730, 718, 1753]
court-notice — [3, 1547, 240, 2052]
signature-line: مأمور دائرة تنفيذ محكمة عمان — [297, 1934, 432, 1944]
payment-warning: يجب عليك ان تؤدي المبلغ المبين اعلاه خلال خمسة عشر يوما من تاريخ تبليغك هذا الاخطار الى : طالب التنفيذ شركة بنك صفوة الاسلامي — [12, 1810, 231, 1845]
department-name: دائرة تنفيذ عمان — [69, 1573, 175, 1588]
signature-line: مأمور دائرة تنفيذ محكمة عمان — [784, 2449, 919, 2459]
creditor-name: شركة بنك صفوة الاسلامي — [601, 2350, 718, 2360]
closing-text: واذا انقضت المدة اعلاه ولم تؤد الدين المذكور او تعرض التسوية القانونية فسوف تقوم دائرة التنفيذ بمباشرة الاجراءات التنفيذية اللازمة قانونا بحقك . — [255, 362, 475, 397]
